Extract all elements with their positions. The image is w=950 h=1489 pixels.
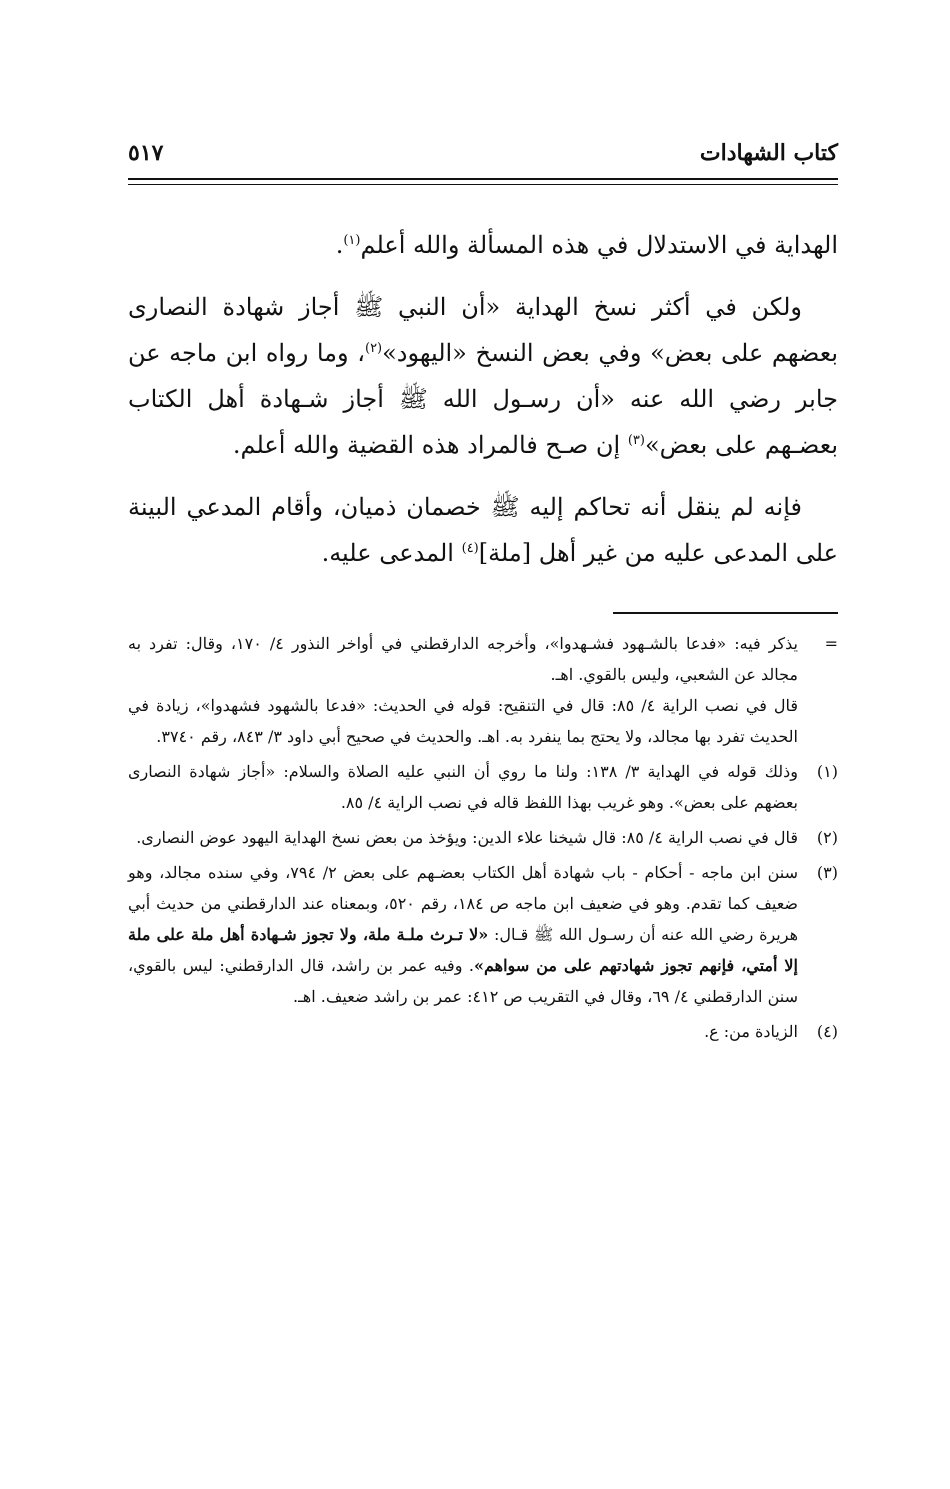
footnote-3-hadith-bold: «لا تـرث ملـة ملة، ولا تجوز شـهادة أهل ملة على ملة إلا أمتي، فإنهم تجوز شهادتهم على من سواهم» xyxy=(128,925,799,975)
footnote-1-mark: (١) xyxy=(816,762,838,781)
page-number: ٥١٧ xyxy=(128,140,164,166)
footnote-ref-3[interactable]: (٣) xyxy=(627,433,645,448)
paragraph-3-text-b: المدعى عليه. xyxy=(321,539,462,567)
page-header xyxy=(128,140,838,176)
paragraph-2-text-a: ولكن في أكثر نسخ الهداية «أن النبي ﷺ أجاز شهادة النصارى بعضهم على بعض» وفي بعض النسخ «اليهود» xyxy=(128,293,838,367)
footnote-3-text-b: . وفيه عمر بن راشد، قال الدارقطني: ليس بالقوي، سنن الدارقطني ٤/ ٦٩، وقال في التقريب ص ٤١٢: عمر بن راشد ضعيف. اهـ. xyxy=(128,956,798,1006)
footnote-continued-text-2: قال في نصب الراية ٤/ ٨٥: قال في التنقيح: قوله في الحديث: «فدعا بالشهود فشهدوا»، زيادة في الحديث تفرد بها مجالد، ولا يحتج بما ينفرد به. اهـ. والحديث في صحيح أبي داود ٣/ ٨٤٣، رقم ٣٧٤٠. xyxy=(128,696,799,746)
footnote-3 xyxy=(128,857,838,1012)
footnote-4 xyxy=(128,1016,838,1047)
footnote-4-mark: (٤) xyxy=(816,1022,838,1041)
paragraph-3-text-a: فإنه لم ينقل أنه تحاكم إليه ﷺ خصمان ذميان، وأقام المدعي البينة على المدعى عليه من غير أهل [ملة] xyxy=(128,493,838,567)
footnote-1-text: وذلك قوله في الهداية ٣/ ١٣٨: ولنا ما روي أن النبي عليه الصلاة والسلام: «أجاز شهادة النصارى بعضهم على بعض». وهو غريب بهذا اللفظ قاله في نصب الراية ٤/ ٨٥. xyxy=(128,762,798,812)
footnote-3-body xyxy=(128,857,798,1012)
paragraph-2 xyxy=(128,284,838,468)
header-rule-thick xyxy=(128,178,838,180)
footnote-separator xyxy=(613,612,838,614)
footnote-ref-4[interactable]: (٤) xyxy=(461,541,479,556)
paragraph-2-text-b: ، وما رواه ابن ماجه عن جابر رضي الله عنه «أن رسـول الله ﷺ أجاز شـهادة أهل الكتاب بعضـهم على بعض» xyxy=(128,339,838,459)
paragraph-1-text: الهداية في الاستدلال في هذه المسألة والله أعلم xyxy=(360,231,838,259)
paragraph-1 xyxy=(128,222,838,268)
footnote-continued-text-1: يذكر فيه: «فدعا بالشـهود فشـهدوا»، وأخرجه الدارقطني في أواخر النذور ٤/ ١٧٠، وقال: تفرد به مجالد عن الشعبي، وليس بالقوي. اهـ. xyxy=(128,634,798,684)
footnote-ref-2[interactable]: (٢) xyxy=(364,341,383,356)
footnote-1 xyxy=(128,756,838,818)
paragraph-1-end: . xyxy=(335,231,344,259)
paragraph-3 xyxy=(128,484,838,576)
header-rule-thin xyxy=(128,184,838,185)
main-text xyxy=(128,222,838,592)
chapter-title: كتاب الشهادات xyxy=(699,140,838,166)
footnotes xyxy=(128,628,838,1051)
footnote-continued xyxy=(128,628,838,752)
footnote-2-text: قال في نصب الراية ٤/ ٨٥: قال شيخنا علاء الدين: ويؤخذ من بعض نسخ الهداية اليهود عوض النصارى. xyxy=(136,828,798,847)
footnote-ref-1[interactable]: (١) xyxy=(343,233,361,248)
footnote-3-mark: (٣) xyxy=(816,863,838,882)
continuation-mark: = xyxy=(824,634,838,653)
footnote-2-mark: (٢) xyxy=(816,828,838,847)
footnote-2 xyxy=(128,822,838,853)
footnote-4-text: الزيادة من: ع. xyxy=(704,1022,798,1041)
footnote-3-text-a: سنن ابن ماجه - أحكام - باب شهادة أهل الكتاب بعضـهم على بعض ٢/ ٧٩٤، وفي سنده مجالد، وهو ضعيف كما تقدم. وهو في ضعيف ابن ماجه ص ١٨٤، رقم ٥٢٠، وبمعناه عند الدارقطني من حديث أبي هريرة رضي الله عنه أن رسـول الله ﷺ قـال: xyxy=(128,863,799,944)
paragraph-2-text-c: إن صـح فالمراد هذه القضية والله أعلم. xyxy=(232,431,628,459)
